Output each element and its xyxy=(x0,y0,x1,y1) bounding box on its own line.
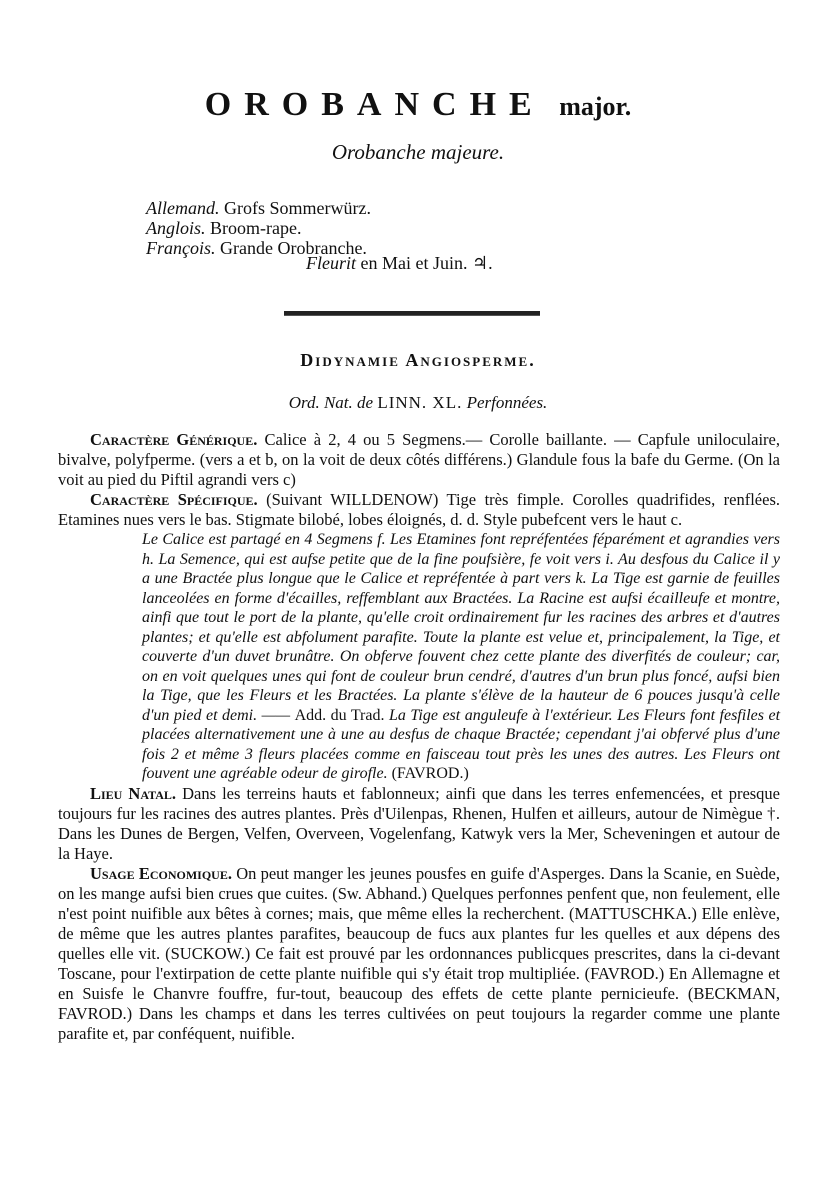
flowering-period xyxy=(306,253,493,274)
usage-heading: Usage Economique. xyxy=(90,863,232,883)
common-name-german xyxy=(146,198,371,218)
description-text: Le Calice est partagé en 4 Segmens f. Les Etamines font repréfentées féparément et agrandies vers h. La Semence, qui est aufse petite que de la fine poufsière, fe voit vers i. Au desfous du Calice il y a une Bractée plus longue que le Calice et repréfentée à part vers k. La Tige est garnie de feuilles lanceolées en forme d'écailles, reffemblant aux Bractées. La Racine est aufsi écailleufe et montre, ainfi que tout le port de la plante, qu'elle croit ordinairement fur les racines des arbres et d'autres plantes; et qu'elle est abfolument parafite. Toute la plante est velue et, principalement, la Tige, et couverte d'un duvet brunâtre. On obferve fouvent chez cette plante des diverfités de couleur; car, on en voit quelques unes qui font de couleur brun cendré, d'autres d'un brun plus foncé, aufsi bien la Tige, que les Fleurs et les Bractées. La plante s'élève de la hauteur de 6 pouces jusqu'à celle d'un pied et demi. —— xyxy=(142,531,780,724)
language-label: Allemand. xyxy=(146,198,220,218)
description-paragraph xyxy=(142,530,780,784)
common-name-text: Grande Orobranche. xyxy=(220,238,367,258)
order-author: LINN. XL. xyxy=(377,393,463,412)
flowering-label: Fleurit xyxy=(306,253,356,273)
order-name: Perfonnées. xyxy=(466,393,548,412)
specific-character-text: (Suivant WILLDENOW) Tige très fimple. Corolles quadrifides, renflées. Etamines nues vers le bas. Stigmate bilobé, lobes éloignés, d. d. Style pubefcent vers le haut c. xyxy=(58,490,781,529)
genus-name: OROBANCHE xyxy=(204,86,545,123)
species-name: major. xyxy=(559,92,632,121)
main-text xyxy=(58,430,780,1044)
description-credit: (FAVROD.) xyxy=(391,765,469,782)
common-name-text: Grofs Sommerwürz. xyxy=(224,198,371,218)
class-title: Didynamie Angiosperme. xyxy=(300,350,536,370)
locality-paragraph xyxy=(58,784,780,864)
order-prefix: Ord. Nat. de xyxy=(288,393,374,412)
translator-addition-label: Add. du Trad. xyxy=(294,706,385,724)
locality-text: Dans les terreins hauts et fablonneux; ainfi que dans les terres enfemencées, et presque toujours fur les racines des autres plantes. Près d'Uilenpas, Rhenen, Hulfen et ailleurs, autour de Nimègue †. Dans les Dunes de Bergen, Velfen, Overveen, Vogelenfang, Katwyk vers la Mer, Scheveningen et autour de la Haye. xyxy=(58,783,781,863)
language-label: Anglois. xyxy=(146,218,206,238)
common-names xyxy=(146,198,371,258)
locality-heading: Lieu Natal. xyxy=(90,783,177,803)
french-name: Orobanche majeure. xyxy=(331,140,505,164)
generic-character-paragraph xyxy=(58,430,780,490)
common-name-text: Broom-rape. xyxy=(210,218,302,238)
language-label: François. xyxy=(146,238,216,258)
decorative-rule xyxy=(284,311,540,316)
page-title xyxy=(0,86,836,124)
usage-paragraph xyxy=(58,864,780,1044)
common-name-english xyxy=(146,218,371,238)
flowering-text: en Mai et Juin. ♃. xyxy=(360,253,493,273)
generic-character-heading: Caractère Générique. xyxy=(90,430,258,449)
generic-character-text: Calice à 2, 4 ou 5 Segmens.— Corolle baillante. — Capfule uniloculaire, bivalve, polyfperme. (vers a et b, on la voit de deux côtés différens.) Glandule fous la bafe du Germe. (On la voit au pied du Piftil agrandi vers c) xyxy=(58,430,780,489)
usage-text: On peut manger les jeunes pousfes en guife d'Asperges. Dans la Scanie, en Suède, on les mange aufsi bien crues que cuites. (Sw. Abhand.) Quelques perfonnes penfent que, non feulement, elle n'est point nuifible aux bêtes à cornes; mais, que même elles la recherchent. (MATTUSCHKA.) Elle enlève, de même que les autres plantes parafites, beaucoup de fucs aux plantes fur les quelles et aux dépens des quelles elle vit. (SUCKOW.) Ce fait est prouvé par les ordonnances publicques prescrites, dans la ci-devant Toscane, pour l'extirpation de cette plante nuifible qui s'y était trop multipliée. (FAVROD.) En Allemagne et en Suisfe le Chanvre fouffre, fur-tout, beaucoup des effets de cette plante pernicieufe. (BECKMAN, FAVROD.) Dans les champs et dans les terres cultivées on peut toujours la regarder comme une plante parafite et, par conféquent, nuifible. xyxy=(58,863,781,1043)
specific-character-paragraph xyxy=(58,490,780,530)
natural-order xyxy=(0,393,836,413)
description-addition-text: La Tige est anguleufe à l'extérieur. Les Fleurs font fesfiles et placées alternativement une à une au desfus de chaque Bractée; cependant j'ai obfervé plus d'une fois 2 et même 3 fleurs placées comme en faisceau tout près les unes des autres. Les Fleurs ont fouvent une agréable odeur de girofle. xyxy=(142,706,781,782)
specific-character-heading: Caractère Spécifique. xyxy=(90,490,258,509)
